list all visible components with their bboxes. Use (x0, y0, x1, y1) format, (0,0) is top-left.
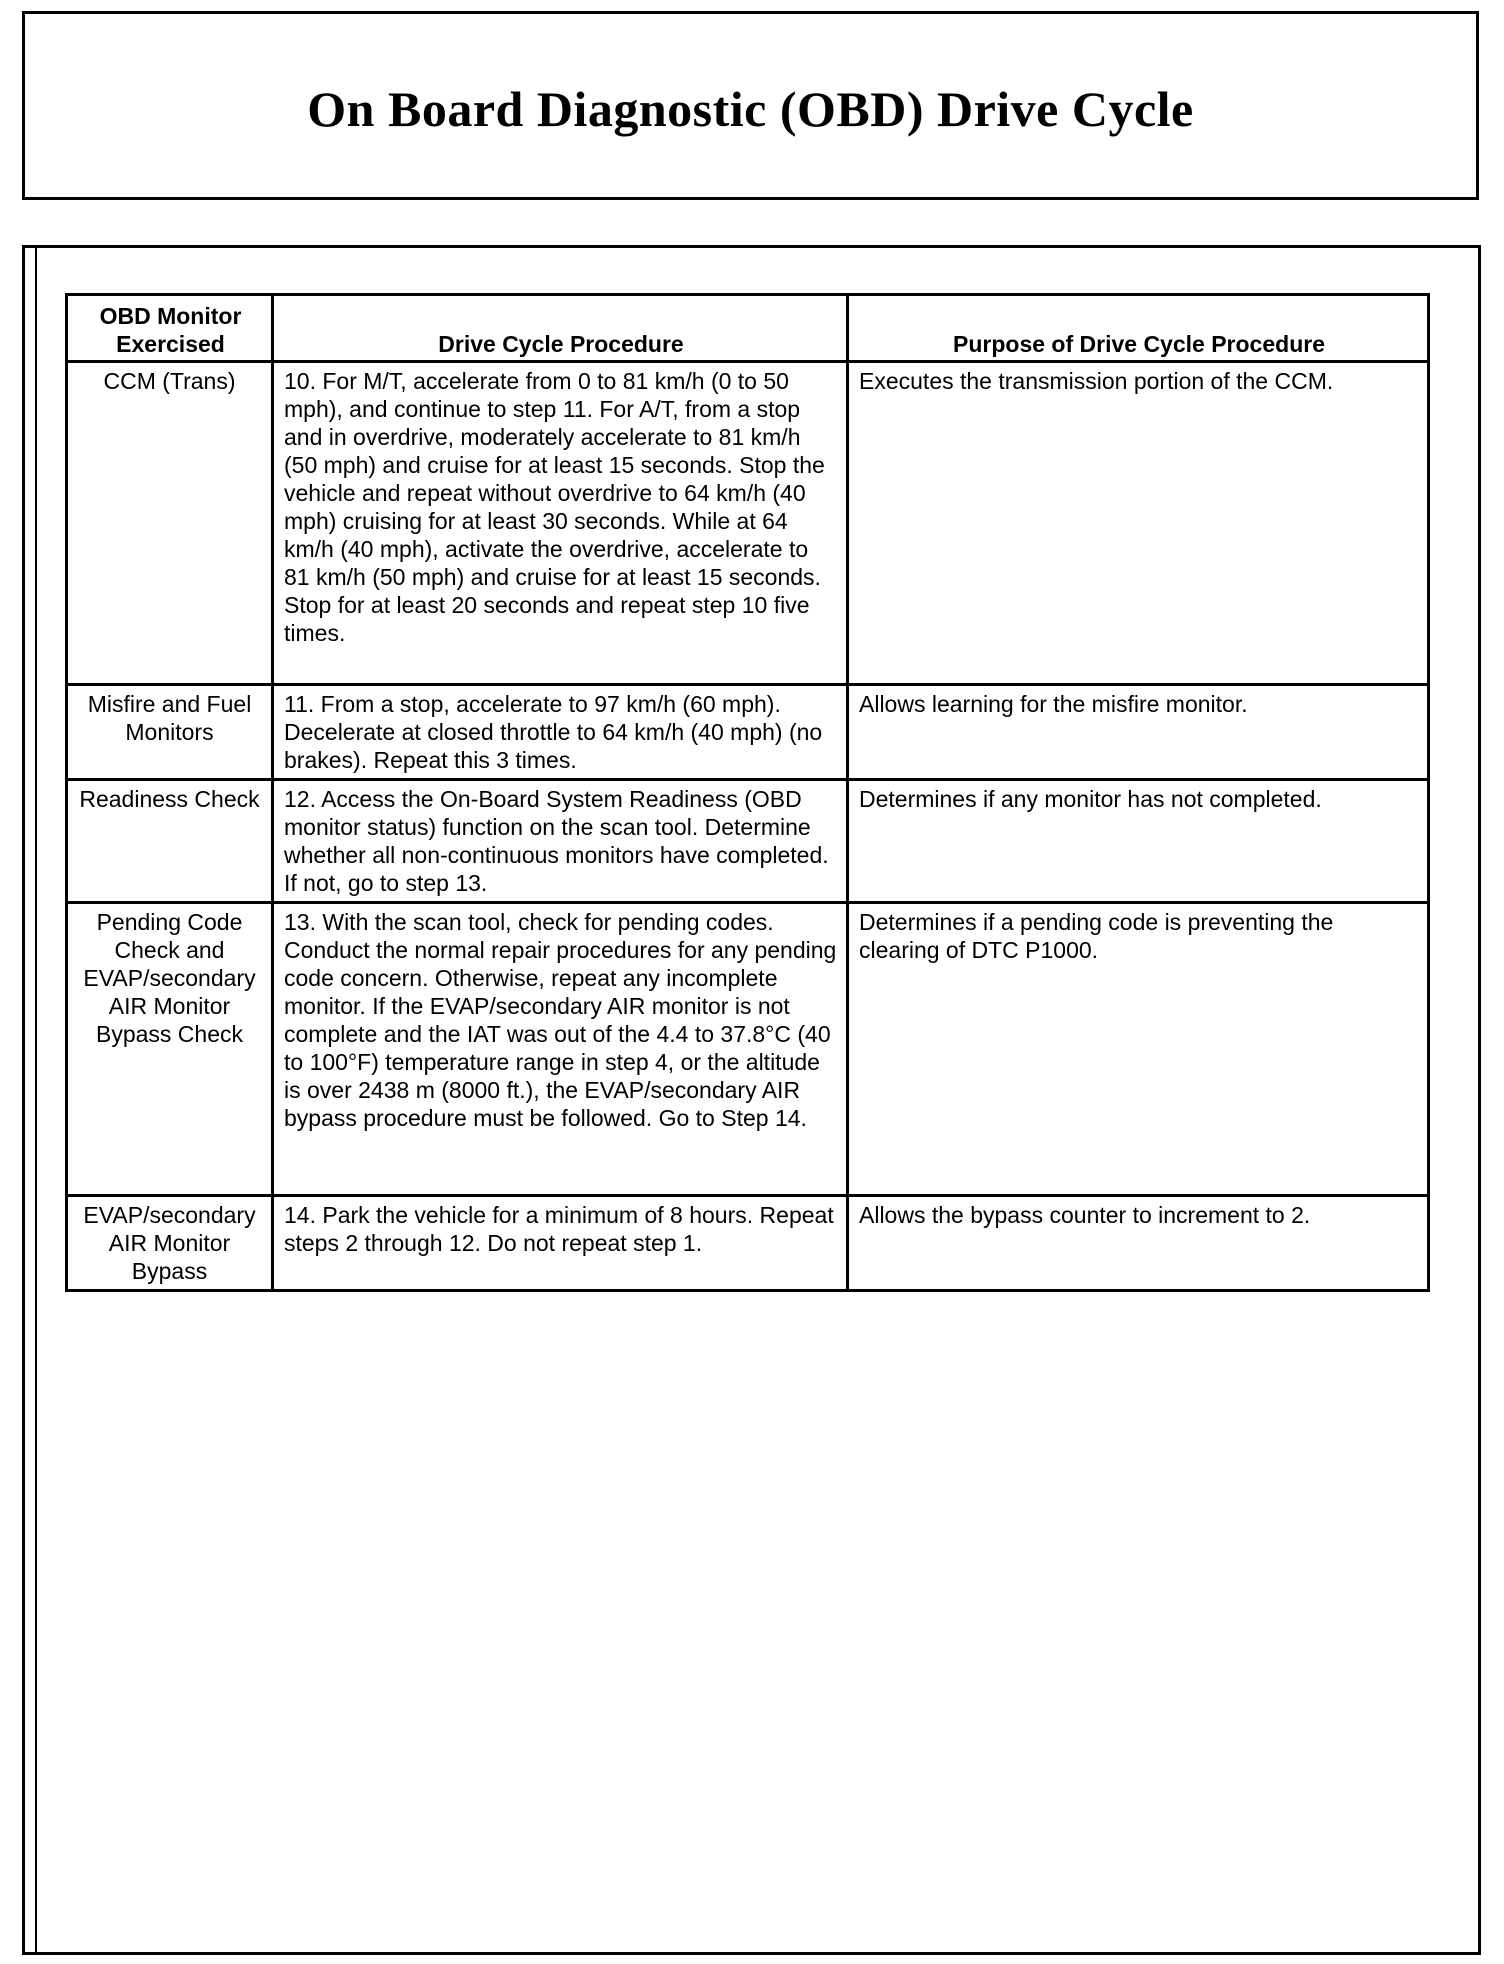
procedure-cell: 14. Park the vehicle for a minimum of 8 hours. Repeat steps 2 through 12. Do not repeat step 1. (273, 1196, 848, 1291)
header-monitor: OBD Monitor Exercised (67, 295, 273, 362)
procedure-cell: 13. With the scan tool, check for pending codes. Conduct the normal repair procedures for any pending code concern. Otherwise, repeat any incomplete monitor. If the EVAP/secondary AIR monitor is not complete and the IAT was out of the 4.4 to 37.8°C (40 to 100°F) temperature range in step 4, or the altitude is over 2438 m (8000 ft.), the EVAP/secondary AIR bypass procedure must be followed. Go to Step 14. (273, 903, 848, 1196)
content-box (22, 245, 1481, 1955)
purpose-cell: Allows learning for the misfire monitor. (848, 685, 1429, 780)
monitor-cell: Misfire and Fuel Monitors (67, 685, 273, 780)
table-header-row (67, 295, 1429, 362)
purpose-cell: Determines if a pending code is preventing the clearing of DTC P1000. (848, 903, 1429, 1196)
procedure-cell: 11. From a stop, accelerate to 97 km/h (60 mph). Decelerate at closed throttle to 64 km/h (40 mph) (no brakes). Repeat this 3 times. (273, 685, 848, 780)
drive-cycle-table (65, 293, 1430, 1292)
procedure-cell: 10. For M/T, accelerate from 0 to 81 km/h (0 to 50 mph), and continue to step 11. For A/T, from a stop and in overdrive, moderately accelerate to 81 km/h (50 mph) and cruise for at least 15 seconds. Stop the vehicle and repeat without overdrive to 64 km/h (40 mph) cruising for at least 30 seconds. While at 64 km/h (40 mph), activate the overdrive, accelerate to 81 km/h (50 mph) and cruise for at least 15 seconds. Stop for at least 20 seconds and repeat step 10 five times. (273, 362, 848, 685)
inner-rule-divider (35, 248, 37, 1952)
header-purpose: Purpose of Drive Cycle Procedure (848, 295, 1429, 362)
purpose-cell: Executes the transmission portion of the CCM. (848, 362, 1429, 685)
title-box (22, 11, 1479, 200)
monitor-cell: Pending Code Check and EVAP/secondary AIR Monitor Bypass Check (67, 903, 273, 1196)
procedure-cell: 12. Access the On-Board System Readiness (OBD monitor status) function on the scan tool. Determine whether all non-continuous monitors have completed. If not, go to step 13. (273, 780, 848, 903)
monitor-cell: CCM (Trans) (67, 362, 273, 685)
monitor-cell: Readiness Check (67, 780, 273, 903)
table-row (67, 780, 1429, 903)
monitor-cell: EVAP/secondary AIR Monitor Bypass (67, 1196, 273, 1291)
purpose-cell: Determines if any monitor has not completed. (848, 780, 1429, 903)
table-row (67, 362, 1429, 685)
table-row (67, 903, 1429, 1196)
header-procedure: Drive Cycle Procedure (273, 295, 848, 362)
purpose-cell: Allows the bypass counter to increment to 2. (848, 1196, 1429, 1291)
table-row (67, 1196, 1429, 1291)
page-title: On Board Diagnostic (OBD) Drive Cycle (307, 80, 1194, 137)
table-row (67, 685, 1429, 780)
